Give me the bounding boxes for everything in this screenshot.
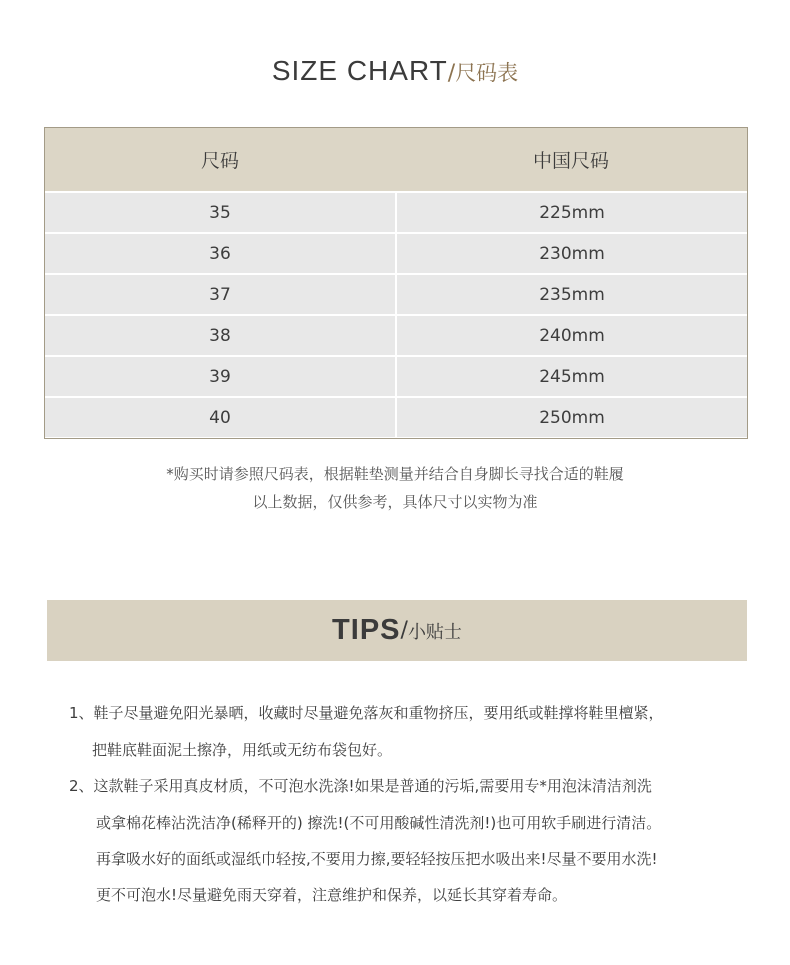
china-size-cell: 245mm	[397, 357, 747, 396]
header-china-size: 中国尺码	[532, 150, 609, 172]
title-chinese: 尺码表	[455, 61, 519, 85]
tip-line: 或拿棉花棒沾洗洁净(稀释开的) 擦洗!(不可用酸碱性清洗剂!)也可用软手刷进行清洁。	[96, 814, 662, 832]
size-table	[44, 127, 748, 439]
tips-banner	[47, 600, 747, 661]
size-note-line-2: 以上数据，仅供参考，具体尺寸以实物为准	[252, 493, 538, 511]
china-size-cell: 225mm	[397, 193, 747, 232]
tips-title-english: TIPS	[332, 614, 401, 646]
size-cell: 35	[45, 193, 395, 232]
size-chart-title	[0, 55, 790, 87]
table-row	[45, 275, 747, 314]
header-size: 尺码	[200, 150, 239, 172]
tip-line: 更不可泡水!尽量避免雨天穿着，注意维护和保养，以延长其穿着寿命。	[96, 886, 568, 904]
tip-line: 再拿吸水好的面纸或湿纸巾轻按,不要用力擦,要轻轻按压把水吸出来!尽量不要用水洗!	[96, 850, 658, 868]
table-row	[45, 316, 747, 355]
title-separator: /	[447, 61, 456, 86]
size-note-line-1: *购买时请参照尺码表，根据鞋垫测量并结合自身脚长寻找合适的鞋履	[166, 465, 624, 483]
table-header	[45, 128, 747, 191]
table-row	[45, 398, 747, 437]
china-size-cell: 240mm	[397, 316, 747, 355]
size-cell: 37	[45, 275, 395, 314]
table-row	[45, 357, 747, 396]
china-size-cell: 235mm	[397, 275, 747, 314]
title-english: SIZE CHART	[271, 55, 448, 86]
size-cell: 36	[45, 234, 395, 273]
tip-line: 把鞋底鞋面泥土擦净，用纸或无纺布袋包好。	[92, 741, 393, 759]
size-cell: 38	[45, 316, 395, 355]
tips-separator: /	[400, 618, 408, 643]
table-row	[45, 234, 747, 273]
tips-title-chinese: 小贴士	[407, 621, 462, 643]
table-row	[45, 193, 747, 232]
size-cell: 40	[45, 398, 395, 437]
china-size-cell: 250mm	[397, 398, 747, 437]
tip-line: 2、这款鞋子采用真皮材质，不可泡水洗涤!如果是普通的污垢,需要用专*用泡沫清洁剂洗	[69, 777, 652, 795]
tip-line: 1、鞋子尽量避免阳光暴晒，收藏时尽量避免落灰和重物挤压，要用纸或鞋撑将鞋里檀紧，	[69, 704, 664, 722]
china-size-cell: 230mm	[397, 234, 747, 273]
size-cell: 39	[45, 357, 395, 396]
